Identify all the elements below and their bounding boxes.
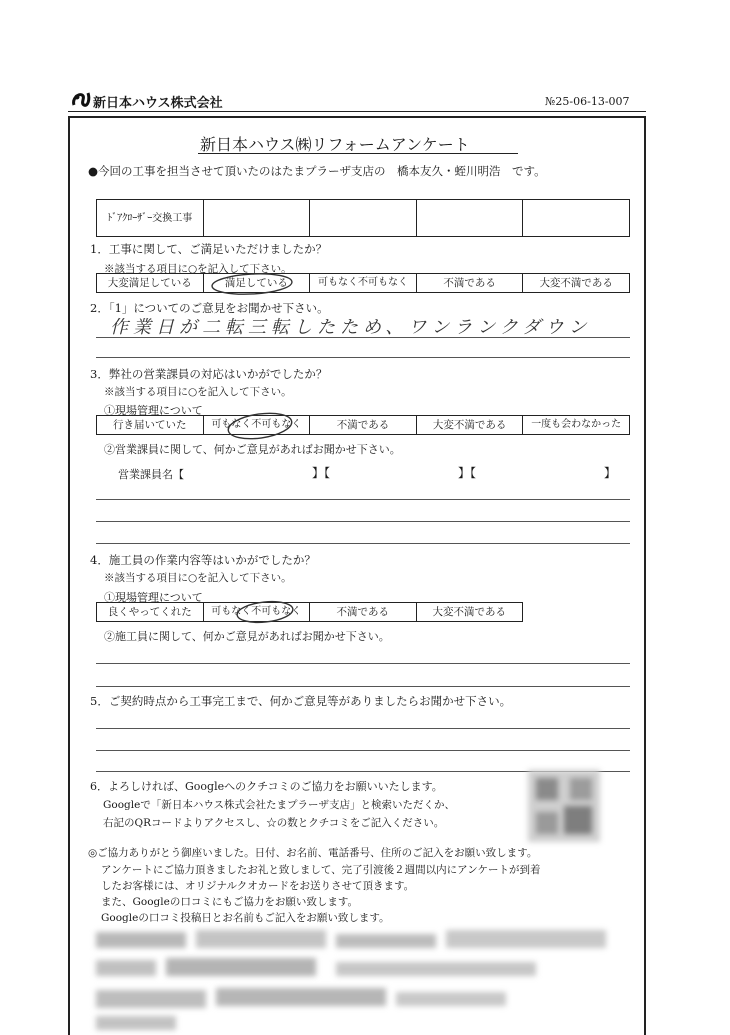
sales-name-label: 営業課員名【 bbox=[118, 468, 184, 481]
q3-option[interactable]: 不満である bbox=[310, 416, 417, 435]
intro-text: ●今回の工事を担当させて頂いたのはたまプラーザ支店の 橋本友久・蛭川明浩 です。 bbox=[88, 164, 546, 178]
qr-code-icon[interactable] bbox=[528, 770, 600, 842]
q4-sub2: ②施工員に関して、何かご意見があればお聞かせ下さい。 bbox=[104, 630, 390, 643]
work-type-cell bbox=[523, 200, 630, 237]
q4-option-selected[interactable]: 可もなく不可もなく bbox=[203, 603, 310, 622]
q4-options bbox=[96, 602, 523, 622]
q3-sub1: ①現場管理について bbox=[104, 404, 203, 417]
q4-sub1: ①現場管理について bbox=[104, 591, 203, 604]
q3-option[interactable]: 一度も会わなかった bbox=[523, 416, 630, 435]
hand-drawn-circle-icon bbox=[230, 596, 300, 628]
q1-options bbox=[96, 273, 630, 293]
q3-option[interactable]: 大変不満である bbox=[416, 416, 523, 435]
q1-option[interactable]: 大変満足している bbox=[97, 274, 204, 293]
q3-option-selected[interactable]: 可もなく不可もなく bbox=[203, 416, 310, 435]
q1-option[interactable]: 不満である bbox=[416, 274, 523, 293]
q3-sub2: ②営業課員に関して、何かご意見があればお聞かせ下さい。 bbox=[104, 443, 401, 456]
survey-title: 新日本ハウス㈱リフォームアンケート bbox=[200, 135, 470, 154]
q4-note: ※該当する項目に○を記入して下さい。 bbox=[104, 572, 292, 584]
thanks-line4: また、Googleの口コミにもご協力をお願い致します。 bbox=[101, 896, 358, 908]
q3-note: ※該当する項目に○を記入して下さい。 bbox=[104, 386, 292, 398]
document-number: №25-06-13-007 bbox=[545, 95, 630, 108]
sj-logo-icon bbox=[70, 89, 92, 109]
work-type-cell bbox=[310, 200, 417, 237]
bracket: 】【 bbox=[458, 466, 477, 480]
q4-option[interactable]: 良くやってくれた bbox=[97, 603, 204, 622]
q4-option[interactable]: 大変不満である bbox=[416, 603, 523, 622]
work-type-cell: ﾄﾞｱｸﾛｰｻﾞｰ交換工事 bbox=[97, 200, 204, 237]
bracket: 】 bbox=[604, 466, 617, 480]
q3-question: 3．弊社の営業課員の対応はいかがでしたか？ bbox=[90, 367, 328, 381]
q5-question: 5．ご契約時点から工事完工まで、何かご意見等がありましたらお聞かせ下さい。 bbox=[90, 694, 512, 708]
q6-line2: Googleで「新日本ハウス株式会社たまプラーザ支店」と検索いただくか、 bbox=[103, 799, 456, 811]
q2-question: 2．「1」についてのご意見をお聞かせ下さい。 bbox=[90, 301, 329, 315]
q2-handwritten-answer: 作業日が二転三転したため、ワンランクダウン bbox=[110, 317, 592, 338]
q1-question: 1．工事に関して、ご満足いただけましたか？ bbox=[90, 242, 328, 256]
work-type-cell bbox=[203, 200, 310, 237]
thanks-line2: アンケートにご協力頂きましたお礼と致しまして、完了引渡後２週間以内にアンケートが到着 bbox=[101, 864, 541, 876]
q1-note: ※該当する項目に○を記入して下さい。 bbox=[104, 263, 292, 275]
work-type-cell bbox=[416, 200, 523, 237]
q6-line3: 右記のQRコードよりアクセスし、☆の数とクチコミをご記入ください。 bbox=[103, 817, 445, 829]
company-name: 新日本ハウス株式会社 bbox=[93, 96, 223, 111]
redacted-personal-info bbox=[96, 928, 616, 1032]
work-type-table bbox=[96, 199, 630, 237]
thanks-line1: ◎ご協力ありがとう御座いました。日付、お名前、電話番号、住所のご記入をお願い致します。 bbox=[88, 847, 538, 859]
q1-option[interactable]: 大変不満である bbox=[523, 274, 630, 293]
bracket: 】【 bbox=[312, 466, 331, 480]
q1-option-selected[interactable]: 満足している bbox=[203, 274, 310, 293]
q4-option[interactable]: 不満である bbox=[310, 603, 417, 622]
hand-drawn-circle-icon bbox=[222, 408, 298, 444]
q6-line1: 6．よろしければ、Googleへのクチコミのご協力をお願いいたします。 bbox=[90, 780, 443, 793]
q3-options bbox=[96, 415, 630, 435]
q4-question: 4．施工員の作業内容等はいかがでしたか？ bbox=[90, 553, 316, 567]
hand-drawn-circle-icon bbox=[208, 270, 298, 298]
q3-option[interactable]: 行き届いていた bbox=[97, 416, 204, 435]
thanks-line3: したお客様には、オリジナルクオカードをお送りさせて頂きます。 bbox=[101, 880, 415, 892]
q1-option[interactable]: 可もなく不可もなく bbox=[310, 274, 417, 293]
thanks-line5: Googleの口コミ投稿日とお名前もご記入をお願い致します。 bbox=[101, 912, 390, 924]
